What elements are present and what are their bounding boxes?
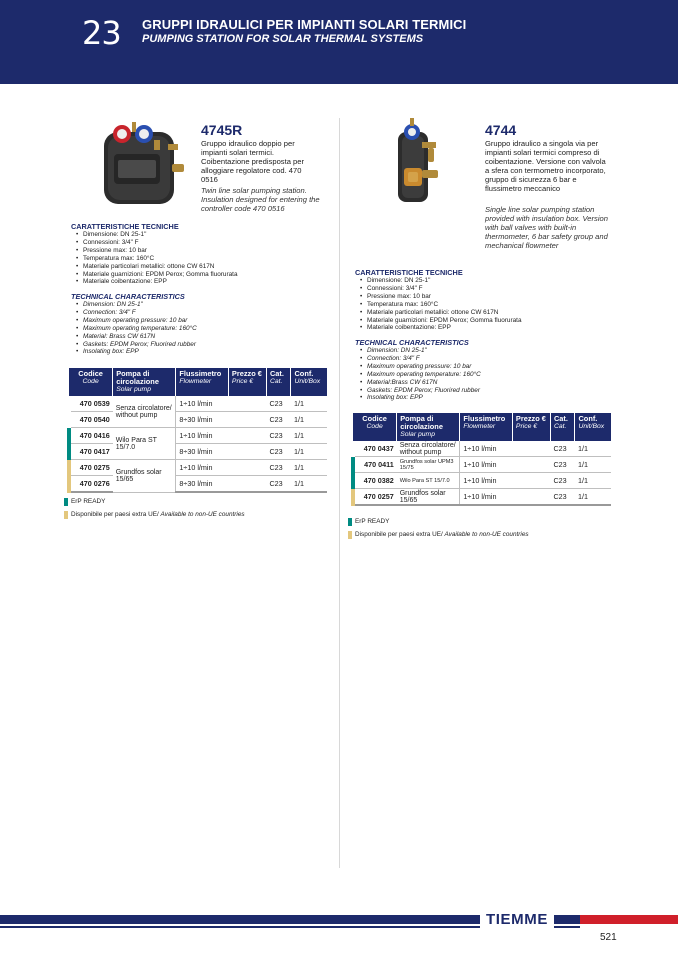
table-header-row <box>69 368 327 396</box>
spec-list-it <box>355 277 522 332</box>
spec-heading-it: CARATTERISTICHE TECNICHE <box>355 268 463 277</box>
table-row: 470 0540 8÷30 l/min C23 1/1 <box>69 412 327 428</box>
col-flow: Flussimetro Flowmeter <box>176 368 229 396</box>
product-description-it: Gruppo idraulico a singola via per impianti solari termici compreso di coibentazione. Versione con valvola a sfera con termometro incorporato, gruppo di sicurezza 6 bar e flussimetro meccanico <box>485 139 606 193</box>
col-cat: Cat. Cat. <box>550 413 575 441</box>
col-price: Prezzo € Price € <box>228 368 266 396</box>
product-image-4744 <box>388 118 446 204</box>
spec-item: • Connessioni: 3/4" F <box>71 239 238 247</box>
spec-item: • Materiale guarnizioni: EPDM Perox; Gomma fluorurata <box>355 317 522 325</box>
brand-logo: TIEMME <box>480 911 554 928</box>
spec-list-it <box>71 231 238 286</box>
product-image-4745r <box>98 120 190 206</box>
table-row: 470 0382 Wilo Para ST 15/7.0 1÷10 l/min C23 1/1 <box>353 473 611 489</box>
table-row: 470 0417 8÷30 l/min C23 1/1 <box>69 444 327 460</box>
spec-item: • Insolating box: EPP <box>355 394 481 402</box>
product-description-it: Gruppo idraulico doppio per impianti solari termici. Coibentazione predisposta per alloggiare regolatore cod. 470 0516 <box>201 139 305 184</box>
col-pump: Pompa di circolazione Solar pump <box>397 413 460 441</box>
erp-legend: ErP READY <box>355 518 390 525</box>
spec-item: • Dimensione: DN 25-1" <box>71 231 238 239</box>
col-conf: Conf. Unit/Box <box>575 413 611 441</box>
col-pump: Pompa di circolazione Solar pump <box>113 368 176 396</box>
product-description-en: Single line solar pumping station provided with insulation box. Version with ball valves with built-in thermometer, 6 bar safety group and mechanical flowmeter <box>485 205 608 250</box>
spec-item: • Maximum operating temperature: 160°C <box>355 371 481 379</box>
table-row: 470 0275 Grundfos solar 15/65 1÷10 l/min C23 1/1 <box>69 460 327 476</box>
table-row: 470 0276 8÷30 l/min C23 1/1 <box>69 476 327 493</box>
product-description-en: Twin line solar pumping station. Insulation designed for entering the controller code 470 0516 <box>201 186 320 213</box>
spec-heading-en: TECHNICAL CHARACTERISTICS <box>355 338 469 347</box>
col-price: Prezzo € Price € <box>512 413 550 441</box>
extra-ue-swatch <box>64 511 68 519</box>
spec-item: • Temperatura max: 160°C <box>355 301 522 309</box>
erp-legend: ErP READY <box>71 498 106 505</box>
product-code-title: 4745R <box>201 122 243 138</box>
spec-item: • Connessioni: 3/4" F <box>355 285 522 293</box>
extra-ue-legend: Disponibile per paesi extra UE/ Available to non-UE countries <box>71 511 245 518</box>
extra-ue-swatch <box>348 531 352 539</box>
spec-item: • Materiale guarnizioni: EPDM Perox; Gomma fluorurata <box>71 271 238 279</box>
spec-item: • Materiale coibentazione: EPP <box>355 324 522 332</box>
spec-item: • Maximum operating pressure: 10 bar <box>355 363 481 371</box>
col-conf: Conf. Unit/Box <box>291 368 327 396</box>
column-divider <box>339 118 340 868</box>
extra-ue-legend: Disponibile per paesi extra UE/ Available to non-UE countries <box>355 531 529 538</box>
spec-item: • Temperatura max: 160°C <box>71 255 238 263</box>
spec-heading-it: CARATTERISTICHE TECNICHE <box>71 222 179 231</box>
erp-swatch <box>348 518 352 526</box>
col-code: Codice Code <box>69 368 113 396</box>
table-header-row <box>353 413 611 441</box>
spec-item: • Material:Brass CW 617N <box>355 379 481 387</box>
spec-item: • Insolating box: EPP <box>71 348 197 356</box>
product-code-title: 4744 <box>485 122 517 138</box>
spec-item: • Maximum operating pressure: 10 bar <box>71 317 197 325</box>
erp-swatch <box>64 498 68 506</box>
page-number: 521 <box>600 932 617 943</box>
table-row: 470 0437 Senza circolatore/ without pump 1÷10 l/min C23 1/1 <box>353 441 611 457</box>
footer-red-accent <box>580 915 678 924</box>
product-table-4744 <box>351 413 611 506</box>
product-table-4745r <box>67 368 327 493</box>
spec-item: • Material: Brass CW 617N <box>71 333 197 341</box>
spec-item: • Dimension: DN 25-1" <box>355 347 481 355</box>
spec-item: • Gaskets: EPDM Perox; Fluorired rubber <box>355 387 481 395</box>
spec-item: • Pressione max: 10 bar <box>71 247 238 255</box>
spec-list-en <box>355 347 481 402</box>
spec-list-en <box>71 301 197 356</box>
table-row: 470 0539 Senza circolatore/ without pump 1÷10 l/min C23 1/1 <box>69 396 327 412</box>
page-header <box>0 0 678 84</box>
chapter-number: 23 <box>82 14 121 52</box>
table-row: 470 0257 Grundfos solar 15/65 1÷10 l/min C23 1/1 <box>353 489 611 506</box>
table-row: 470 0416 Wilo Para ST 15/7.0 1÷10 l/min C23 1/1 <box>69 428 327 444</box>
spec-item: • Materiale particolari metallici: ottone CW 617N <box>355 309 522 317</box>
col-cat: Cat. Cat. <box>266 368 291 396</box>
col-flow: Flussimetro Flowmeter <box>460 413 513 441</box>
spec-item: • Maximum operating temperature: 160°C <box>71 325 197 333</box>
spec-item: • Dimensione: DN 25-1" <box>355 277 522 285</box>
spec-item: • Gaskets: EPDM Perox; Fluorired rubber <box>71 341 197 349</box>
spec-item: • Pressione max: 10 bar <box>355 293 522 301</box>
col-code: Codice Code <box>353 413 397 441</box>
spec-item: • Connection: 3/4" F <box>71 309 197 317</box>
spec-heading-en: TECHNICAL CHARACTERISTICS <box>71 292 185 301</box>
chapter-title-en: PUMPING STATION FOR SOLAR THERMAL SYSTEMS <box>142 33 424 45</box>
table-row: 470 0411 Grundfos solar UPM3 15/75 1÷10 l/min C23 1/1 <box>353 457 611 473</box>
spec-item: • Connection: 3/4" F <box>355 355 481 363</box>
spec-item: • Materiale coibentazione: EPP <box>71 278 238 286</box>
chapter-title-it: GRUPPI IDRAULICI PER IMPIANTI SOLARI TERMICI <box>142 17 467 32</box>
spec-item: • Materiale particolari metallici: ottone CW 617N <box>71 263 238 271</box>
spec-item: • Dimension: DN 25-1" <box>71 301 197 309</box>
